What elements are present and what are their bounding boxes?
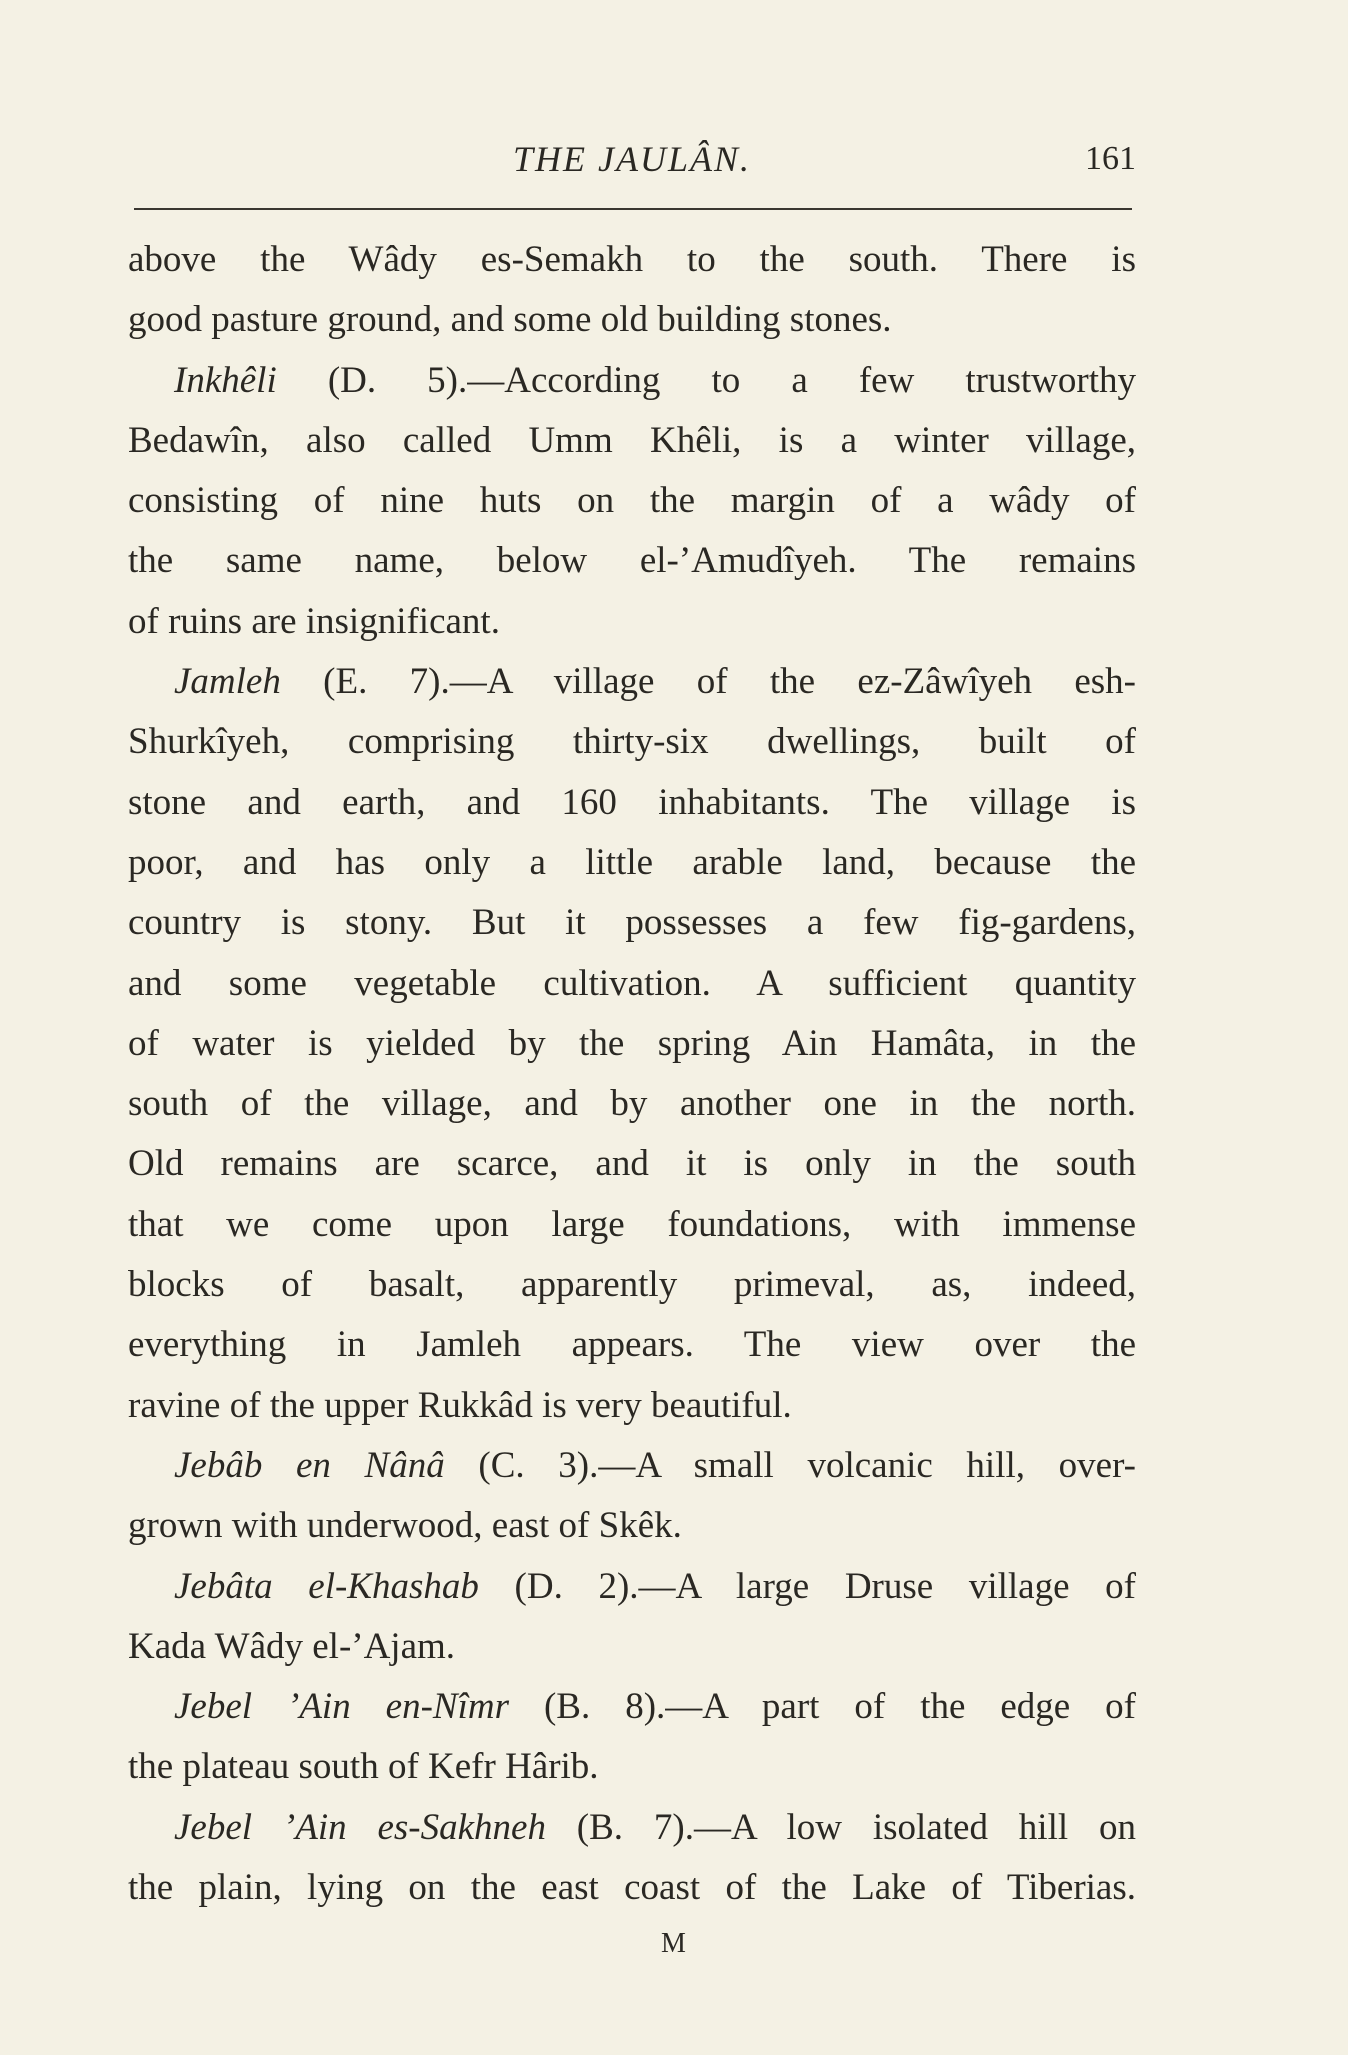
page-header [128, 138, 1136, 188]
running-title: THE JAULÂN. [513, 139, 751, 179]
entry-name: Jamleh [174, 661, 281, 703]
entry-line [128, 351, 1136, 411]
entry-text: (D. 5).—According to a few trustworthy [276, 359, 1136, 401]
text-line: everything in Jamleh appears. The view over the [128, 1324, 1136, 1366]
entry-text: (B. 7).—A low isolated hill on [545, 1806, 1136, 1848]
entry-line [128, 1557, 1136, 1617]
text-line: the plateau south of Kefr Hârib. [128, 1746, 599, 1788]
entry-name: Jebâta el-Khashab [174, 1565, 479, 1607]
entry-text: (C. 3).—A small volcanic hill, over- [444, 1444, 1136, 1486]
text-line: ravine of the upper Rukkâd is very beautiful. [128, 1384, 792, 1426]
body-text [128, 230, 1136, 1918]
text-line: Kada Wâdy el-’Ajam. [128, 1625, 456, 1667]
entry-line [128, 652, 1136, 712]
entry-line [128, 1677, 1136, 1737]
entry-name: Jebel ’Ain en-Nîmr [174, 1686, 510, 1728]
text-line: stone and earth, and 160 inhabitants. The village is [128, 781, 1136, 823]
entry-name: Jebel ’Ain es-Sakhneh [174, 1806, 546, 1848]
text-line: grown with underwood, east of Skêk. [128, 1505, 682, 1547]
entry-name: Jebâb en Nânâ [174, 1444, 445, 1486]
text-line: consisting of nine huts on the margin of a wâdy of [128, 480, 1136, 522]
text-line: above the Wâdy es-Semakh to the south. There is [128, 239, 1136, 280]
entry-line [128, 1436, 1136, 1496]
text-line: that we come upon large foundations, with immense [128, 1203, 1136, 1245]
header-rule [134, 208, 1132, 210]
entry-line [128, 1798, 1136, 1858]
entry-text: (B. 8).—A part of the edge of [509, 1686, 1136, 1728]
text-line: of water is yielded by the spring Ain Hamâta, in the [128, 1022, 1136, 1064]
text-line: of ruins are insignificant. [128, 600, 500, 642]
entry-name: Inkhêli [174, 359, 277, 401]
text-line: poor, and has only a little arable land, because the [128, 841, 1136, 883]
text-line: blocks of basalt, apparently primeval, as, indeed, [128, 1264, 1136, 1306]
entry-text: (E. 7).—A village of the ez-Zâwîyeh esh- [280, 661, 1136, 703]
page-number: 161 [1085, 140, 1136, 177]
signature-mark: M [661, 1928, 687, 1959]
text-line: country is stony. But it possesses a few fig-gardens, [128, 902, 1136, 944]
text-line: Bedawîn, also called Umm Khêli, is a winter village, [128, 419, 1136, 461]
text-line: the same name, below el-’Amudîyeh. The remains [128, 540, 1136, 582]
text-line: Shurkîyeh, comprising thirty-six dwellings, built of [128, 721, 1136, 763]
text-line: and some vegetable cultivation. A sufficient quantity [128, 962, 1136, 1004]
entry-text: (D. 2).—A large Druse village of [478, 1565, 1137, 1607]
text-line: south of the village, and by another one in the north. [128, 1083, 1136, 1125]
text-line: the plain, lying on the east coast of the Lake of Tiberias. [128, 1867, 1136, 1909]
text-line: Old remains are scarce, and it is only in the south [128, 1143, 1136, 1185]
text-line: good pasture ground, and some old building stones. [128, 299, 892, 341]
